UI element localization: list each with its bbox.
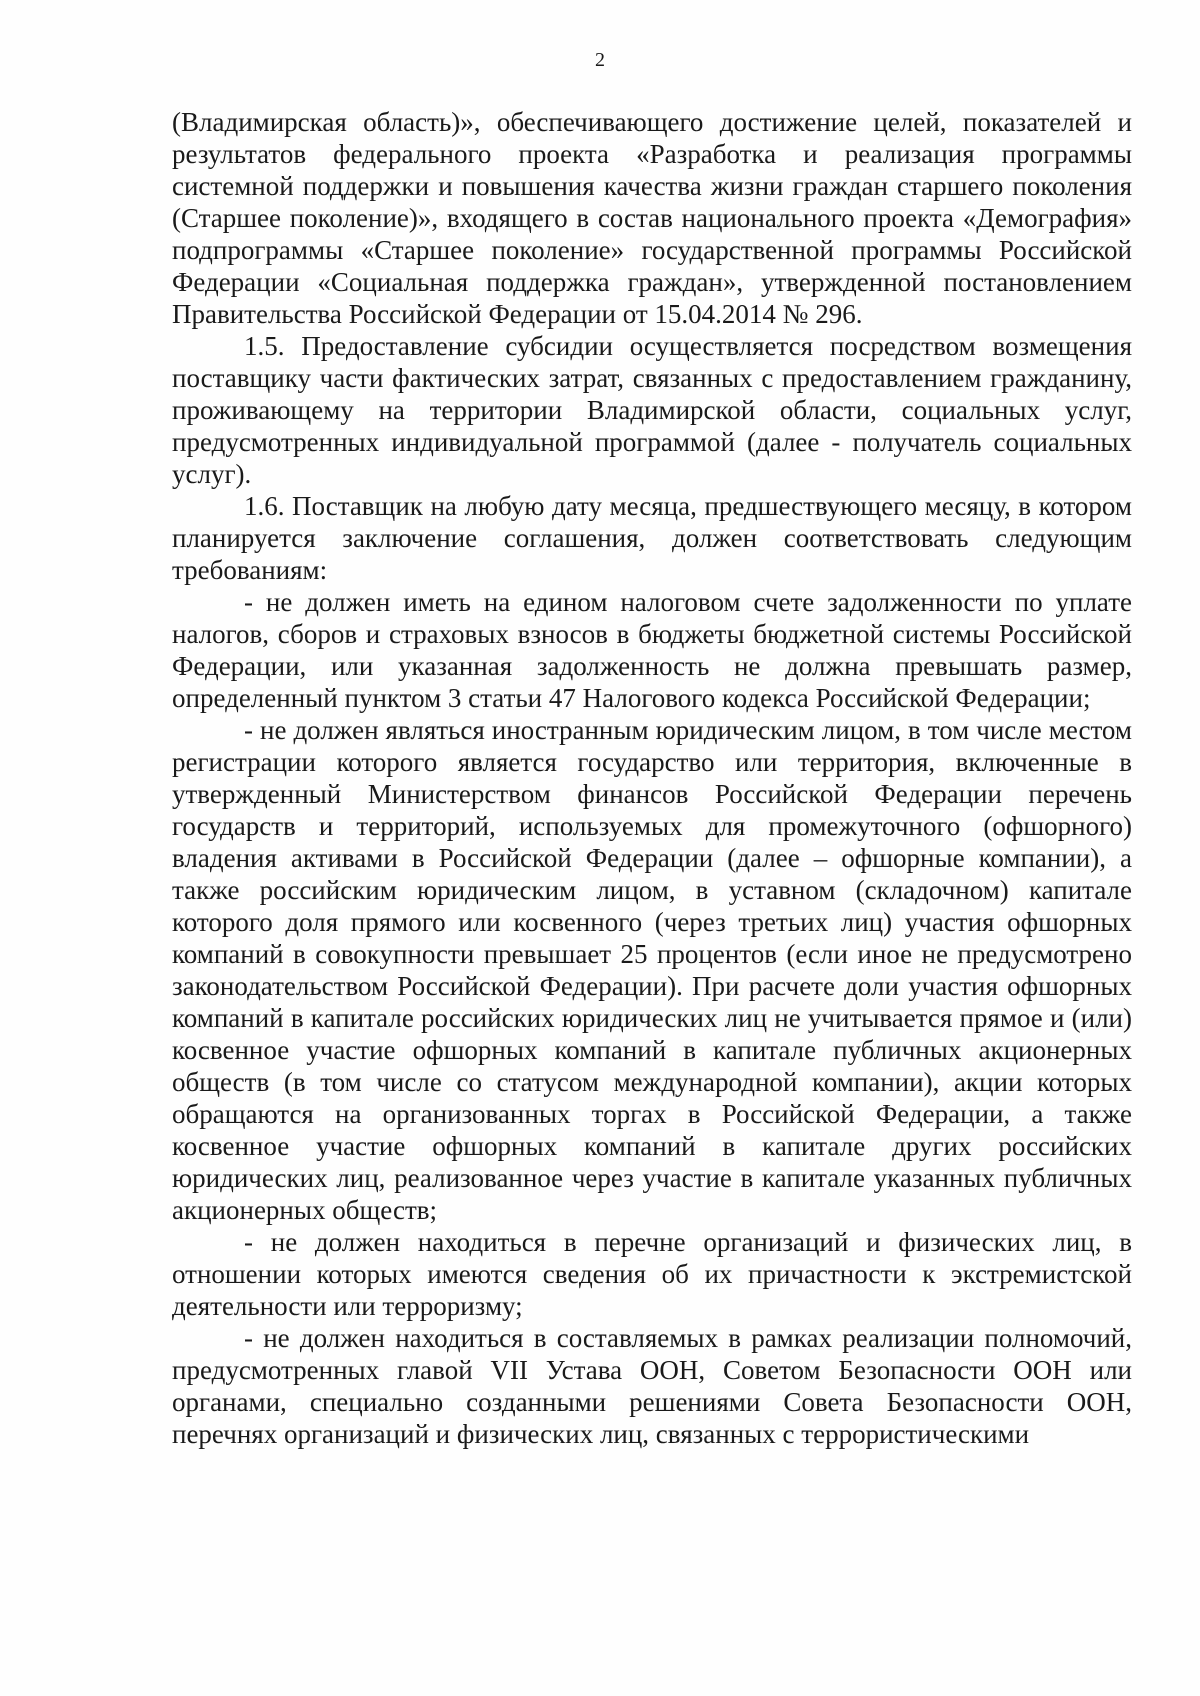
requirement-offshore: - не должен являться иностранным юридическим лицом, в том числе местом регистрации которого является государство или территория, включенные в утвержденный Министерством финансов Российской Федерации перечень государств и территорий, используемых для промежуточного (офшорного) владения активами в Российской Федерации (далее – офшорные компании), а также российским юридическим лицом, в уставном (складочном) капитале которого доля прямого или косвенного (через третьих лиц) участия офшорных компаний в совокупности превышает 25 процентов (если иное не предусмотрено законодательством Российской Федерации). При расчете доли участия офшорных компаний в капитале российских юридических лиц не учитывается прямое и (или) косвенное участие офшорных компаний в капитале публичных акционерных обществ (в том числе со статусом международной компании), акции которых обращаются на организованных торгах в Российской Федерации, а также косвенное участие офшорных компаний в капитале других российских юридических лиц, реализованное через участие в капитале указанных публичных акционерных обществ;: [172, 715, 1132, 1225]
requirement-tax-debt: - не должен иметь на едином налоговом счете задолженности по уплате налогов, сборов и страховых взносов в бюджеты бюджетной системы Российской Федерации, или указанная задолженность не должна превышать размер, определенный пунктом 3 статьи 47 Налогового кодекса Российской Федерации;: [172, 587, 1132, 713]
paragraph-1-5: 1.5. Предоставление субсидии осуществляется посредством возмещения поставщику части фактических затрат, связанных с предоставлением гражданину, проживающему на территории Владимирской области, социальных услуг, предусмотренных индивидуальной программой (далее - получатель социальных услуг).: [172, 331, 1132, 489]
requirement-extremism: - не должен находиться в перечне организаций и физических лиц, в отношении которых имеются сведения об их причастности к экстремистской деятельности или терроризму;: [172, 1227, 1132, 1321]
paragraph-1-6: 1.6. Поставщик на любую дату месяца, предшествующего месяцу, в котором планируется заключение соглашения, должен соответствовать следующим требованиям:: [172, 491, 1132, 585]
requirement-un-sanctions: - не должен находиться в составляемых в рамках реализации полномочий, предусмотренных главой VII Устава ООН, Советом Безопасности ООН или органами, специально созданными решениями Совета Безопасности ООН, перечнях организаций и физических лиц, связанных с террористическими: [172, 1323, 1132, 1449]
document-body: [172, 106, 1132, 1450]
page-number: 2: [595, 49, 605, 71]
paragraph-continuation: (Владимирская область)», обеспечивающего достижение целей, показателей и результатов федерального проекта «Разработка и реализация программы системной поддержки и повышения качества жизни граждан старшего поколения (Старшее поколение)», входящего в состав национального проекта «Демография» подпрограммы «Старшее поколение» государственной программы Российской Федерации «Социальная поддержка граждан», утвержденной постановлением Правительства Российской Федерации от 15.04.2014 № 296.: [172, 107, 1132, 329]
